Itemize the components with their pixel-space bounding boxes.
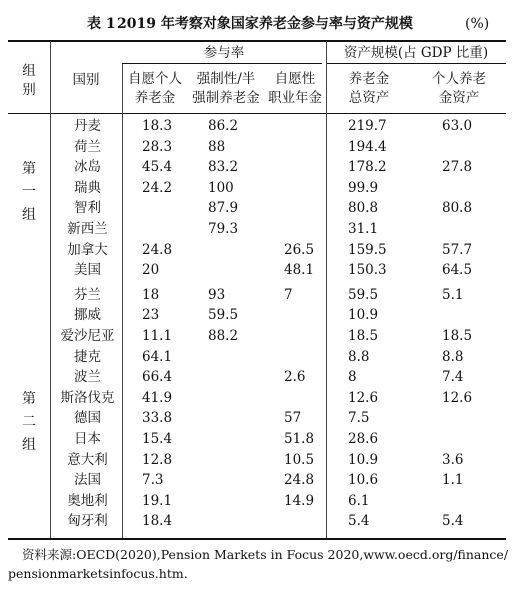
personal-assets-value: [412, 305, 506, 326]
header-mandatory: 强制性/半 强制养老金: [192, 71, 260, 106]
personal-assets-value: 27.8: [442, 159, 473, 176]
total-assets-value: 8.8: [348, 348, 370, 365]
voluntary-occupational-value: 10.5: [284, 451, 315, 468]
total-assets-value: 28.6: [348, 430, 379, 447]
mandatory-value: [188, 491, 264, 512]
voluntary-personal-value: 24.8: [142, 241, 173, 258]
voluntary-personal-value: 23: [142, 307, 160, 324]
voluntary-personal-value: [122, 198, 188, 219]
total-assets-value: 10.9: [348, 307, 379, 324]
total-assets-value: 18.5: [348, 327, 379, 344]
table-unit: (%): [465, 16, 490, 32]
table-row: [8, 240, 506, 261]
voluntary-personal-value: 33.8: [142, 410, 173, 427]
bottom-rule: [8, 538, 506, 540]
personal-assets-value: 63.0: [442, 118, 473, 134]
voluntary-occupational-value: [264, 157, 326, 178]
country-name: 奥地利: [67, 492, 108, 509]
country-name: 德国: [74, 410, 101, 427]
table-row: [8, 305, 506, 326]
country-name: 荷兰: [74, 138, 101, 155]
table-title: 2019 年考察对象国家养老金参与率与资产规模: [117, 16, 413, 32]
header-voluntary-personal: 自愿个人 养老金: [128, 71, 182, 106]
table-row: [8, 219, 506, 240]
personal-assets-value: 12.6: [442, 389, 473, 406]
voluntary-occupational-value: 57: [284, 410, 302, 427]
personal-assets-value: 7.4: [442, 369, 464, 386]
country-name: 意大利: [67, 451, 108, 468]
country-name: 加拿大: [67, 241, 108, 258]
table-row: [8, 429, 506, 450]
table-row: [8, 388, 506, 409]
voluntary-personal-value: 11.1: [142, 327, 173, 344]
personal-assets-value: 64.5: [442, 262, 473, 279]
personal-assets-value: [412, 408, 506, 429]
table-caption: [0, 10, 521, 38]
table-row: [8, 178, 506, 199]
table-row: [8, 326, 506, 347]
voluntary-personal-value: 66.4: [142, 369, 173, 386]
table-row: [8, 470, 506, 491]
total-assets-value: 31.1: [348, 220, 379, 237]
mandatory-value: 88: [208, 138, 226, 155]
voluntary-personal-value: [122, 219, 188, 240]
mandatory-value: [188, 240, 264, 261]
table-row: [8, 347, 506, 368]
total-assets-value: 178.2: [348, 159, 387, 176]
country-name: 匈牙利: [67, 513, 108, 530]
total-assets-value: 6.1: [348, 492, 370, 509]
mandatory-value: [188, 408, 264, 429]
country-name: 捷克: [74, 348, 101, 365]
header-total-assets: 养老金 总资产: [348, 71, 390, 106]
voluntary-occupational-value: [264, 137, 326, 158]
country-name: 斯洛伐克: [60, 389, 115, 406]
mandatory-value: 93: [208, 286, 226, 303]
country-name: 丹麦: [74, 118, 101, 134]
total-assets-value: 7.5: [348, 410, 370, 427]
voluntary-personal-value: 18.4: [142, 513, 173, 530]
voluntary-personal-value: 15.4: [142, 430, 173, 447]
mandatory-value: [188, 450, 264, 471]
country-name: 法国: [74, 472, 101, 489]
mandatory-value: [188, 388, 264, 409]
country-name: 挪威: [74, 307, 101, 324]
total-assets-value: 8: [348, 369, 357, 386]
table-row: [8, 260, 506, 281]
voluntary-occupational-value: [264, 388, 326, 409]
voluntary-personal-value: 41.9: [142, 389, 173, 406]
table-row: [8, 511, 506, 532]
participation-underline: [122, 63, 322, 64]
personal-assets-value: [412, 178, 506, 199]
voluntary-occupational-value: 14.9: [284, 492, 315, 509]
personal-assets-value: [412, 429, 506, 450]
personal-assets-value: 57.7: [442, 241, 473, 258]
mandatory-value: [188, 367, 264, 388]
mandatory-value: [188, 511, 264, 532]
total-assets-value: 10.6: [348, 472, 379, 489]
header-personal-assets: 个人养老 金资产: [432, 71, 486, 106]
mandatory-value: 59.5: [208, 307, 239, 324]
voluntary-personal-value: 28.3: [142, 138, 173, 155]
mandatory-value: 100: [208, 179, 234, 196]
voluntary-personal-value: 7.3: [142, 472, 164, 489]
voluntary-occupational-value: [264, 511, 326, 532]
header-participation: 参与率: [203, 45, 245, 61]
group-label-first: 第 一 组: [22, 161, 36, 223]
personal-assets-value: 1.1: [442, 472, 464, 489]
personal-assets-value: 80.8: [442, 200, 473, 217]
voluntary-occupational-value: 51.8: [284, 430, 315, 447]
header-voluntary-occupational: 自愿性 职业年金: [268, 71, 322, 106]
source-line-1: 资料来源:OECD(2020),Pension Markets in Focus 2020,www.oecd.org/finance/: [22, 547, 509, 562]
voluntary-personal-value: 18.3: [142, 118, 173, 134]
total-assets-value: 159.5: [348, 241, 387, 258]
country-name: 芬兰: [74, 286, 101, 303]
total-assets-value: 12.6: [348, 389, 379, 406]
total-assets-value: 219.7: [348, 118, 387, 134]
personal-assets-value: [412, 219, 506, 240]
total-assets-value: 194.4: [348, 138, 387, 155]
voluntary-personal-value: 24.2: [142, 179, 173, 196]
personal-assets-value: 5.1: [442, 286, 464, 303]
assets-underline: [326, 63, 506, 64]
country-name: 波兰: [74, 369, 101, 386]
voluntary-personal-value: 12.8: [142, 451, 173, 468]
country-name: 智利: [74, 200, 101, 217]
voluntary-occupational-value: 48.1: [284, 262, 315, 279]
table-row: [8, 408, 506, 429]
table-row: [8, 285, 506, 306]
total-assets-value: 5.4: [348, 513, 370, 530]
table-row: [8, 198, 506, 219]
total-assets-value: 10.9: [348, 451, 379, 468]
voluntary-occupational-value: [264, 116, 326, 137]
mandatory-value: 86.2: [208, 118, 239, 134]
voluntary-occupational-value: [264, 326, 326, 347]
total-assets-value: 150.3: [348, 262, 387, 279]
header-group: 组 别: [22, 63, 36, 98]
voluntary-occupational-value: [264, 347, 326, 368]
mandatory-value: 88.2: [208, 327, 239, 344]
personal-assets-value: [412, 137, 506, 158]
voluntary-occupational-value: [264, 178, 326, 199]
table-row: [8, 450, 506, 471]
table-row: [8, 367, 506, 388]
total-assets-value: 80.8: [348, 200, 379, 217]
voluntary-occupational-value: 2.6: [284, 369, 306, 386]
total-assets-value: 99.9: [348, 179, 379, 196]
mandatory-value: [188, 347, 264, 368]
country-name: 瑞典: [74, 179, 101, 196]
voluntary-personal-value: 20: [142, 262, 160, 279]
group-label-second: 第 二 组: [22, 391, 36, 453]
voluntary-occupational-value: [264, 198, 326, 219]
voluntary-occupational-value: 26.5: [284, 241, 315, 258]
voluntary-personal-value: 64.1: [142, 348, 173, 365]
voluntary-personal-value: 45.4: [142, 159, 173, 176]
top-rule: [8, 40, 506, 42]
header-rule: [8, 113, 506, 114]
mandatory-value: 87.9: [208, 200, 239, 217]
mandatory-value: [188, 429, 264, 450]
table-row: [8, 491, 506, 512]
personal-assets-value: [412, 491, 506, 512]
country-name: 新西兰: [67, 220, 108, 237]
country-name: 美国: [74, 262, 101, 279]
mandatory-value: [188, 470, 264, 491]
pension-table: [8, 116, 506, 532]
table-number: 表 1: [87, 16, 116, 32]
voluntary-occupational-value: 24.8: [284, 472, 315, 489]
voluntary-occupational-value: 7: [284, 286, 293, 303]
personal-assets-value: 5.4: [442, 513, 464, 530]
voluntary-personal-value: 18: [142, 286, 160, 303]
country-name: 日本: [74, 430, 101, 447]
table-row: [8, 157, 506, 178]
voluntary-occupational-value: [264, 219, 326, 240]
source-line-2: pensionmarketsinfocus.htm.: [8, 566, 188, 581]
header-assets: 资产规模(占 GDP 比重): [343, 45, 489, 61]
voluntary-occupational-value: [264, 305, 326, 326]
voluntary-personal-value: 19.1: [142, 492, 173, 509]
header-country: 国别: [72, 72, 100, 88]
mandatory-value: 79.3: [208, 220, 239, 237]
table-row: [8, 137, 506, 158]
country-name: 冰岛: [74, 159, 101, 176]
personal-assets-value: 8.8: [442, 348, 464, 365]
personal-assets-value: 18.5: [442, 327, 473, 344]
country-name: 爱沙尼亚: [60, 327, 115, 344]
mandatory-value: [188, 260, 264, 281]
total-assets-value: 59.5: [348, 286, 379, 303]
table-row: [8, 116, 506, 137]
personal-assets-value: 3.6: [442, 451, 464, 468]
mandatory-value: 83.2: [208, 159, 239, 176]
